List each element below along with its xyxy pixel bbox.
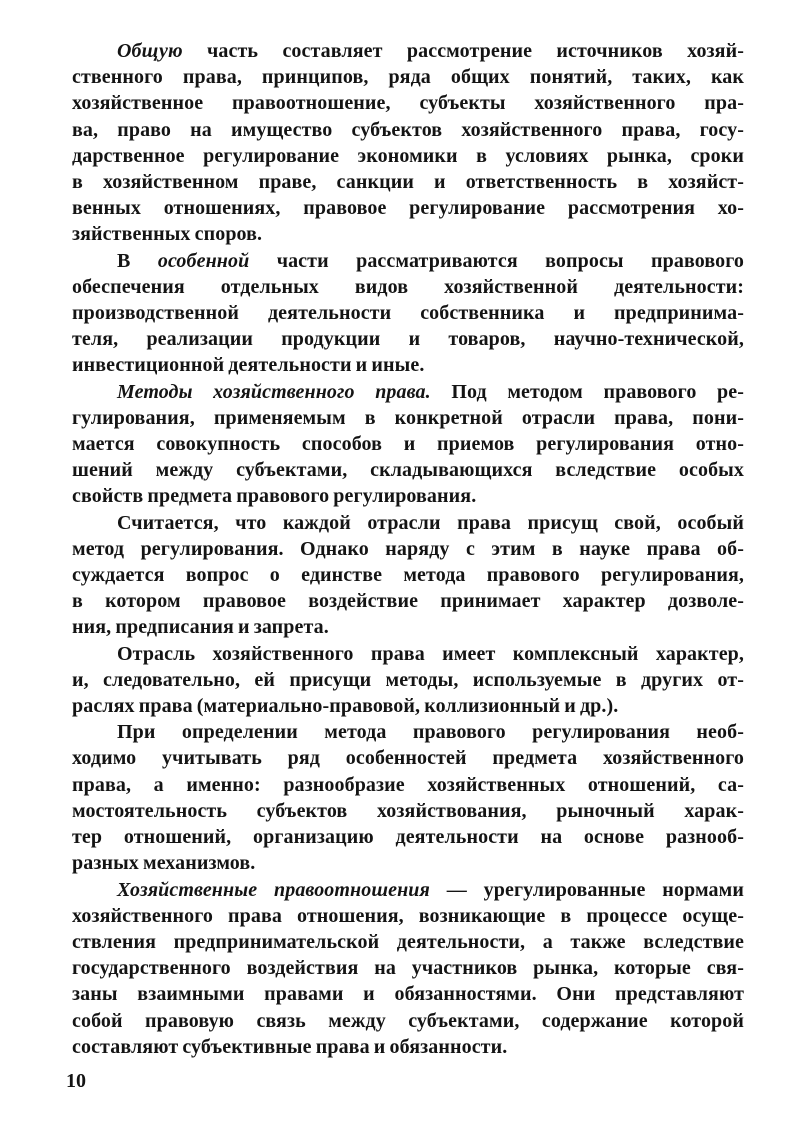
paragraph [72, 510, 744, 641]
body-text: тер отношений, организацию деятельности на основе разнооб- [72, 826, 744, 849]
paragraph [72, 248, 744, 379]
body-text: производственной деятельности собственника и предпринима- [72, 302, 744, 325]
text-line [72, 1008, 744, 1034]
body-text: суждается вопрос о единстве метода правового регулирования, [72, 564, 744, 587]
body-text: части рассматриваются вопросы правового [249, 249, 745, 272]
paragraph [72, 379, 744, 510]
paragraph [72, 877, 744, 1060]
body-text: в хозяйственном праве, санкции и ответственность в хозяйст- [72, 171, 744, 194]
italic-text: Общую [117, 40, 183, 62]
body-text: — урегулированные нормами [429, 878, 744, 901]
body-text: государственного воздействия на участников рынка, которые свя- [72, 957, 744, 980]
text-line [72, 850, 744, 876]
text-line [72, 798, 744, 824]
text-line [72, 300, 744, 326]
text-line [72, 562, 744, 588]
text-line [72, 981, 744, 1007]
text-line [72, 90, 744, 116]
body-text: Отрасль хозяйственного права имеет комплексный характер, [117, 642, 744, 665]
body-text: шений между субъектами, складывающихся вследствие особых [72, 459, 744, 482]
body-text: Под методом правового ре- [430, 380, 744, 403]
body-text: составляют субъективные права и обязанности. [72, 1035, 508, 1058]
text-line [72, 536, 744, 562]
body-text: раслях права (материально-правовой, коллизионный и др.). [72, 695, 619, 718]
text-line [72, 483, 744, 509]
text-line [72, 117, 744, 143]
text-line [72, 588, 744, 614]
body-text: При определении метода правового регулирования необ- [117, 721, 744, 744]
body-text: зяйственных споров. [72, 223, 263, 246]
body-text: Считается, что каждой отрасли права присущ свой, особый [117, 511, 744, 534]
text-line [72, 195, 744, 221]
text-line [72, 143, 744, 169]
text-line [72, 955, 744, 981]
body-text: хозяйственное правоотношение, субъекты хозяйственного пра- [72, 92, 744, 115]
body-text: обеспечения отдельных видов хозяйственной деятельности: [72, 275, 744, 298]
page-number: 10 [66, 1070, 86, 1092]
text-line [72, 614, 744, 640]
paragraph [72, 38, 744, 248]
italic-text: Хозяйственные правоотношения [117, 878, 430, 901]
text-line [72, 510, 744, 536]
italic-text: особенной [157, 249, 250, 272]
text-line [72, 379, 744, 405]
body-text: и, следовательно, ей присущи методы, используемые в других от- [72, 668, 744, 691]
text-line [72, 719, 744, 745]
text-line [72, 877, 744, 903]
body-text: дарственное регулирование экономики в условиях рынка, сроки [72, 144, 744, 167]
text-line [72, 903, 744, 929]
body-text: свойств предмета правового регулирования. [72, 485, 477, 508]
text-line [72, 431, 744, 457]
body-text: венных отношениях, правовое регулирование рассмотрения хо- [72, 197, 744, 220]
text-line [72, 274, 744, 300]
text-line [72, 248, 744, 274]
text-line [72, 667, 744, 693]
body-text: гулирования, применяемым в конкретной отрасли права, пони- [72, 406, 744, 429]
body-text: ния, предписания и запрета. [72, 616, 329, 639]
text-line [72, 352, 744, 378]
italic-text: Методы хозяйственного права. [117, 380, 431, 403]
text-line [72, 221, 744, 247]
text-line [72, 693, 744, 719]
body-text: мается совокупность способов и приемов регулирования отно- [72, 433, 744, 456]
text-line [72, 38, 744, 64]
body-text: ва, право на имущество субъектов хозяйственного права, госу- [72, 118, 744, 141]
body-text: ствления предпринимательской деятельности, а также вследствие [72, 930, 744, 953]
paragraph [72, 641, 744, 720]
body-text: инвестиционной деятельности и иные. [72, 354, 425, 377]
text-line [72, 824, 744, 850]
body-text: В [117, 249, 158, 272]
text-line [72, 745, 744, 771]
text-line [72, 641, 744, 667]
text-line [72, 457, 744, 483]
text-line [72, 772, 744, 798]
text-line [72, 326, 744, 352]
body-text: собой правовую связь между субъектами, содержание которой [72, 1009, 744, 1032]
text-line [72, 169, 744, 195]
body-text: метод регулирования. Однако наряду с этим в науке права об- [72, 537, 744, 560]
body-text: разных механизмов. [72, 852, 256, 875]
text-line [72, 64, 744, 90]
body-text: теля, реализации продукции и товаров, научно-технической, [72, 328, 744, 351]
body-text: часть составляет рассмотрение источников хозяй- [182, 40, 744, 62]
body-text: ственного права, принципов, ряда общих понятий, таких, как [72, 66, 744, 89]
text-block [72, 38, 744, 1060]
body-text: хозяйственного права отношения, возникающие в процессе осуще- [72, 904, 744, 927]
text-line [72, 1034, 744, 1060]
body-text: в котором правовое воздействие принимает характер дозволе- [72, 590, 744, 613]
text-line [72, 929, 744, 955]
body-text: заны взаимными правами и обязанностями. Они представляют [72, 983, 744, 1006]
body-text: права, а именно: разнообразие хозяйственных отношений, са- [72, 773, 744, 796]
body-text: мостоятельность субъектов хозяйствования, рыночный харак- [72, 799, 744, 822]
paragraph [72, 719, 744, 876]
text-line [72, 405, 744, 431]
body-text: ходимо учитывать ряд особенностей предмета хозяйственного [72, 747, 744, 770]
